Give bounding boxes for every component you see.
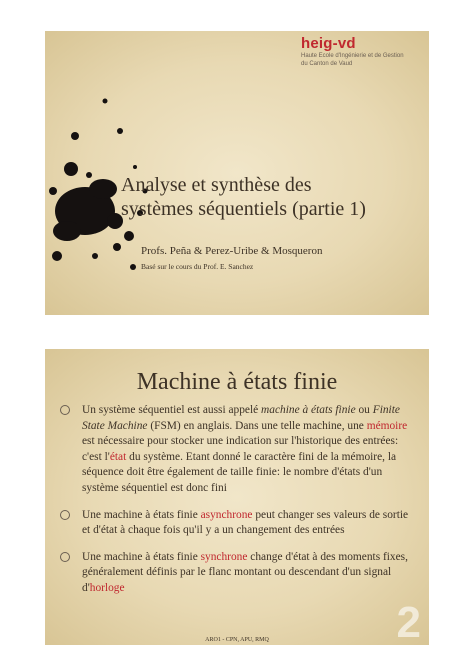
text: (FSM) en anglais. Dans une telle machine, une — [147, 419, 367, 432]
text: est nécessaire pour stocker une indication sur l'historique des entrées: c'est l' — [82, 435, 399, 463]
logo-subtitle-2: du Canton de Vaud — [301, 61, 353, 67]
course-note: Basé sur le cours du Prof. E. Sanchez — [141, 262, 254, 271]
highlight: horloge — [89, 581, 125, 594]
page-number: 2 — [396, 598, 421, 645]
text: peut changer ses valeurs de sortie et d'état à chaque fois qu'il y a un changement des entrées — [82, 508, 409, 537]
text: Une machine à états finie — [82, 550, 201, 563]
authors: Profs. Peña & Perez-Uribe & Mosqueron — [141, 245, 323, 257]
bullet-item — [57, 403, 417, 497]
title-slide — [45, 31, 429, 315]
highlight: mémoire — [366, 419, 408, 432]
bullet-list — [57, 403, 417, 608]
highlight: asynchrone — [200, 508, 253, 521]
bullet-item — [57, 550, 417, 597]
presentation-title — [121, 173, 421, 221]
logo-subtitle-1: Haute Ecole d'Ingénierie et de Gestion — [301, 53, 404, 59]
ink-splatter-decoration — [45, 71, 165, 271]
text: Une machine à états finie — [82, 508, 201, 521]
slide-title: Machine à états finie — [136, 369, 338, 395]
title-line-2: systèmes séquentiels (partie 1) — [121, 198, 366, 220]
slide-footer: ARO1 - CPN, APU, RMQ — [205, 637, 269, 643]
term-italic: Finite State Machine — [82, 404, 400, 432]
circle-bullet-icon — [60, 510, 70, 520]
logo-name: heig-vd — [301, 35, 356, 52]
bullet-item — [57, 508, 417, 539]
heig-vd-logo — [301, 35, 419, 68]
title-line-1: Analyse et synthèse des — [121, 174, 312, 196]
circle-bullet-icon — [60, 405, 70, 415]
content-slide — [45, 349, 429, 645]
text: du système. Etant donné le caractère fini de la mémoire, la séquence doit être également de taille finie: le nombre d'états d'un système séquentiel est donc fini — [82, 450, 397, 494]
text: ou — [355, 404, 373, 416]
text: change d'état à des moments fixes, généralement définis par le flanc montant ou descendant d'un signal d' — [82, 550, 408, 594]
text: Un système séquentiel est aussi appelé — [82, 404, 262, 416]
term-italic: machine à états finie — [261, 404, 356, 416]
circle-bullet-icon — [60, 552, 70, 562]
highlight: synchrone — [200, 550, 248, 563]
highlight: état — [109, 450, 127, 463]
